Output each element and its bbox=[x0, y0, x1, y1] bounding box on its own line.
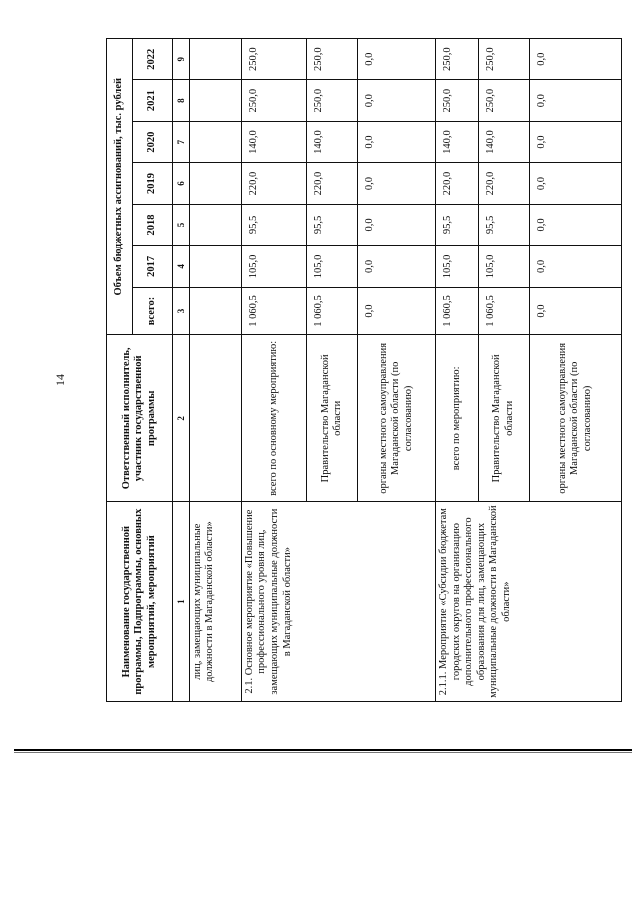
header-year-2019: 2019 bbox=[132, 163, 173, 204]
empty-cell bbox=[189, 80, 241, 121]
continuation-name: лиц, замещающих муниципальные должности в Магаданской области» bbox=[189, 502, 241, 702]
value-cell: 105,0 bbox=[241, 246, 306, 287]
index-cell: 3 bbox=[173, 287, 189, 335]
header-year-2018: 2018 bbox=[132, 204, 173, 245]
value-cell: 250,0 bbox=[435, 80, 478, 121]
index-cell: 8 bbox=[173, 80, 189, 121]
header-year-2021: 2021 bbox=[132, 80, 173, 121]
executor-cell: Правительство Магаданской области bbox=[478, 335, 529, 502]
value-cell: 250,0 bbox=[435, 39, 478, 80]
page-number: 14 bbox=[53, 374, 67, 386]
value-cell: 1 060,5 bbox=[241, 287, 306, 335]
value-cell: 140,0 bbox=[435, 121, 478, 162]
header-budget-group: Объем бюджетных ассигнований, тыс. рублей bbox=[107, 39, 133, 335]
value-cell: 220,0 bbox=[478, 163, 529, 204]
page-bottom-rule-thin bbox=[14, 752, 632, 753]
value-cell: 1 060,5 bbox=[478, 287, 529, 335]
value-cell: 250,0 bbox=[241, 80, 306, 121]
row-2-1-1-name: 2.1.1. Мероприятие «Субсидии бюджетам городских округов на организацию дополнительного профессионального образования для лиц, замещающих муниципальные должности в Магаданской области» bbox=[435, 502, 621, 702]
empty-cell bbox=[189, 246, 241, 287]
value-cell: 95,5 bbox=[307, 204, 358, 245]
value-cell: 250,0 bbox=[241, 39, 306, 80]
value-cell: 250,0 bbox=[307, 39, 358, 80]
header-row-1 bbox=[107, 39, 133, 702]
budget-table bbox=[106, 38, 622, 702]
value-cell: 0,0 bbox=[529, 80, 621, 121]
executor-cell: органы местного самоуправления Магаданской области (по согласованию) bbox=[529, 335, 621, 502]
value-cell: 95,5 bbox=[478, 204, 529, 245]
row-2-1-name: 2.1. Основное мероприятие «Повышение профессионального уровня лиц, замещающих муниципальные должности в Магаданской области» bbox=[241, 502, 435, 702]
value-cell: 0,0 bbox=[529, 287, 621, 335]
index-cell: 2 bbox=[173, 335, 189, 502]
header-year-2020: 2020 bbox=[132, 121, 173, 162]
value-cell: 95,5 bbox=[241, 204, 306, 245]
header-total: всего: bbox=[132, 287, 173, 335]
empty-cell bbox=[189, 163, 241, 204]
index-cell: 1 bbox=[173, 502, 189, 702]
table-row bbox=[435, 39, 478, 702]
empty-cell bbox=[189, 121, 241, 162]
value-cell: 0,0 bbox=[358, 80, 436, 121]
executor-cell: Правительство Магаданской области bbox=[307, 335, 358, 502]
value-cell: 105,0 bbox=[307, 246, 358, 287]
value-cell: 140,0 bbox=[307, 121, 358, 162]
empty-cell bbox=[189, 204, 241, 245]
value-cell: 140,0 bbox=[241, 121, 306, 162]
index-cell: 7 bbox=[173, 121, 189, 162]
executor-cell: органы местного самоуправления Магаданской области (по согласованию) bbox=[358, 335, 436, 502]
value-cell: 220,0 bbox=[241, 163, 306, 204]
value-cell: 0,0 bbox=[529, 246, 621, 287]
executor-cell: всего по мероприятию: bbox=[435, 335, 478, 502]
value-cell: 0,0 bbox=[358, 163, 436, 204]
value-cell: 1 060,5 bbox=[307, 287, 358, 335]
value-cell: 140,0 bbox=[478, 121, 529, 162]
value-cell: 0,0 bbox=[358, 39, 436, 80]
index-row bbox=[173, 39, 189, 702]
rotated-table-wrapper bbox=[106, 38, 622, 702]
value-cell: 220,0 bbox=[435, 163, 478, 204]
empty-cell bbox=[189, 39, 241, 80]
index-cell: 5 bbox=[173, 204, 189, 245]
value-cell: 0,0 bbox=[529, 39, 621, 80]
page-bottom-rule bbox=[14, 749, 632, 751]
value-cell: 1 060,5 bbox=[435, 287, 478, 335]
empty-cell bbox=[189, 287, 241, 335]
value-cell: 105,0 bbox=[478, 246, 529, 287]
value-cell: 105,0 bbox=[435, 246, 478, 287]
value-cell: 220,0 bbox=[307, 163, 358, 204]
index-cell: 6 bbox=[173, 163, 189, 204]
table-row bbox=[241, 39, 306, 702]
value-cell: 0,0 bbox=[358, 287, 436, 335]
value-cell: 250,0 bbox=[478, 80, 529, 121]
index-cell: 4 bbox=[173, 246, 189, 287]
continuation-row bbox=[189, 39, 241, 702]
value-cell: 0,0 bbox=[358, 204, 436, 245]
value-cell: 250,0 bbox=[478, 39, 529, 80]
header-year-2022: 2022 bbox=[132, 39, 173, 80]
value-cell: 95,5 bbox=[435, 204, 478, 245]
header-year-2017: 2017 bbox=[132, 246, 173, 287]
value-cell: 0,0 bbox=[358, 246, 436, 287]
empty-cell bbox=[189, 335, 241, 502]
value-cell: 0,0 bbox=[529, 163, 621, 204]
value-cell: 0,0 bbox=[358, 121, 436, 162]
index-cell: 9 bbox=[173, 39, 189, 80]
header-program-name: Наименование государственной программы, Подпрограммы, основных мероприятий, мероприятий bbox=[107, 502, 173, 702]
value-cell: 0,0 bbox=[529, 204, 621, 245]
value-cell: 0,0 bbox=[529, 121, 621, 162]
header-executor: Ответственный исполнитель, участник государственной программы bbox=[107, 335, 173, 502]
executor-cell: всего по основному мероприятию: bbox=[241, 335, 306, 502]
value-cell: 250,0 bbox=[307, 80, 358, 121]
